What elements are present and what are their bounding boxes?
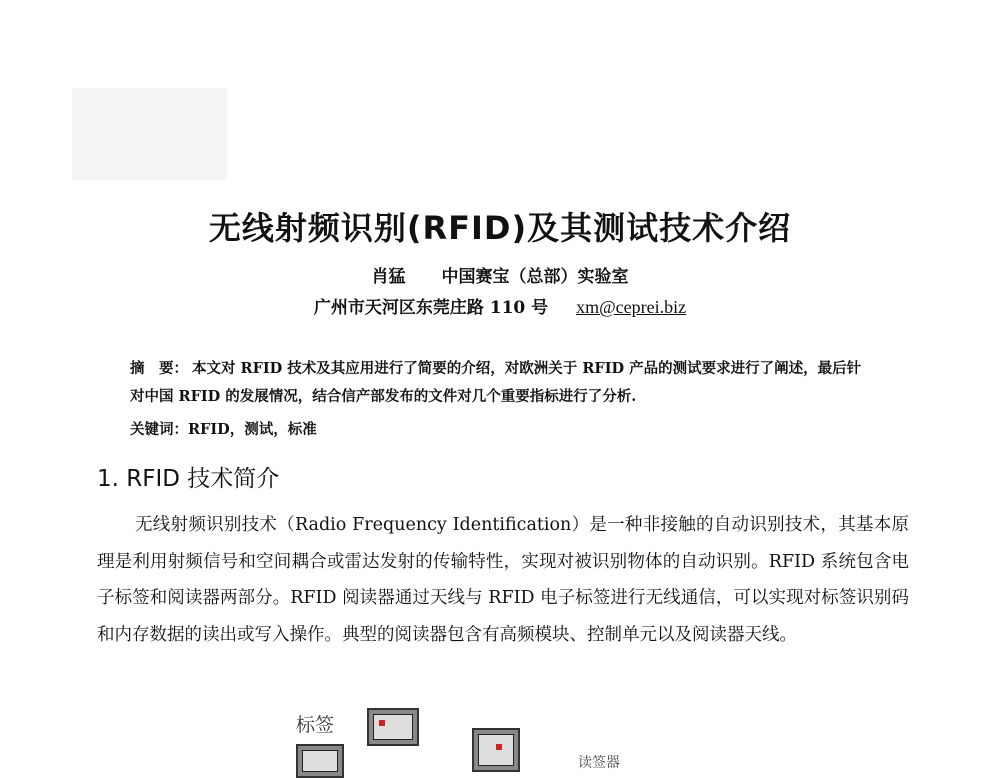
- figure-label-tag: 标签: [296, 714, 335, 736]
- author-line: [0, 262, 1000, 287]
- address-line: [0, 293, 1000, 318]
- author-name: 肖猛: [371, 267, 406, 287]
- section-heading: 1. RFID 技术简介: [97, 466, 280, 492]
- address: 广州市天河区东莞庄路 110 号: [313, 298, 549, 318]
- abstract-text: 本文对 RFID 技术及其应用进行了简要的介绍，对欧洲关于 RFID 产品的测试要求进行了阐述，最后针对中国 RFID 的发展情况，结合信产部发布的文件对几个重要指标进行了分析.: [130, 360, 862, 405]
- figure-label-reader: 读签器: [578, 755, 620, 771]
- tag-chip-icon: [367, 708, 419, 746]
- section-body: 无线射频识别技术（Radio Frequency Identification）是一种非接触的自动识别技术，其基本原理是利用射频信号和空间耦合或雷达发射的传输特性，实现对被识别物体的自动识别。RFID 系统包含电子标签和阅读器两部分。RFID 阅读器通过天线与 RFID 电子标签进行无线通信，可以实现对标签识别码和内存数据的读出或写入操作。典型的阅读器包含有高频模块、控制单元以及阅读器天线。: [97, 515, 909, 645]
- tag-chip-icon: [296, 744, 344, 778]
- paper-title: 无线射频识别(RFID)及其测试技术介绍: [208, 209, 792, 247]
- keywords-text: RFID，测试，标准: [188, 421, 317, 438]
- email-link[interactable]: xm@ceprei.biz: [576, 297, 687, 317]
- keywords-label: 关键词：: [130, 421, 188, 438]
- tag-chip-icon: [472, 728, 520, 772]
- abstract-label: 摘 要：: [130, 360, 188, 377]
- keywords: [130, 418, 317, 439]
- rfid-figure: [0, 700, 1000, 771]
- scan-artifact: [72, 88, 227, 180]
- affiliation: 中国赛宝（总部）实验室: [441, 267, 629, 287]
- abstract: [130, 355, 875, 411]
